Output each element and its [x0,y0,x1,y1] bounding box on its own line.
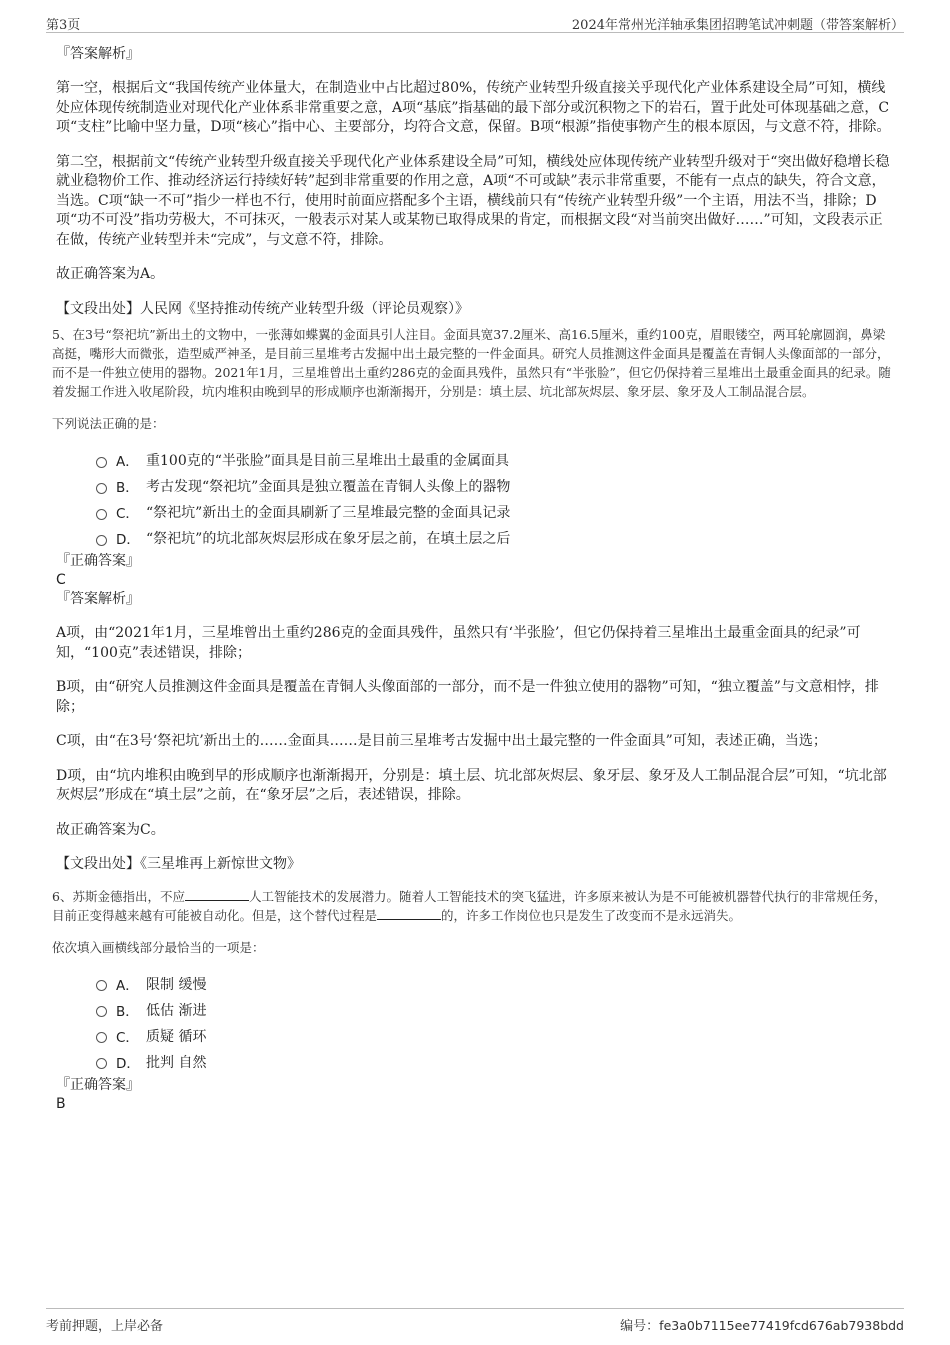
q6-prompt: 依次填入画横线部分最恰当的一项是： [52,939,265,955]
option-letter: D． [116,532,140,548]
q5-option-a[interactable] [96,447,896,473]
code-value: fe3a0b7115ee77419fcd676ab7938bdd [659,1318,904,1333]
q5-analysis-d: D项，由“坑内堆积由晚到早的形成顺序也渐渐揭开，分别是：填土层、坑北部灰烬层、象牙层、象牙及人工制品混合层”可知，“坑北部灰烬层”形成在“填土层”之前，在“象牙层”之后，表述错误，排除。 [56,767,887,803]
q5-options [56,447,896,551]
q4-conclusion: 故正确答案为A。 [56,266,165,282]
option-text: 批判 自然 [146,1054,207,1071]
q5-source: 【文段出处】《三星堆再上新惊世文物》 [56,856,301,872]
option-letter: A． [116,977,139,994]
q6-stem [52,887,896,925]
q4-analysis-paragraph-1: 第一空，根据后文“我国传统产业体量大，在制造业中占比超过80%，传统产业转型升级直接关乎现代化产业体系建设全局”可知，横线处应体现传统制造业对现代化产业体系非常重要之意，A项“基底”指基础的最下部分或沉积物之下的岩石，置于此处可体现基础之意，C项“支柱”比喻中坚力量，D项“核心”指中心、主要部分，均符合文意，保留。B项“根源”指使事物产生的根本原因，与文意不符，排除。 [56,80,891,135]
q5-option-c[interactable] [96,499,896,525]
q5-option-b[interactable] [96,473,896,499]
document-code [620,1315,904,1334]
radio-button-icon[interactable] [96,1032,107,1043]
q5-analysis-c: C项，由“在3号‘祭祀坑’新出土的……金面具……是目前三星堆考古发掘中出土最完整的一件金面具”可知，表述正确，当选； [56,733,827,749]
radio-button-icon[interactable] [96,535,107,546]
fill-blank-1 [185,888,249,901]
q6-stem-part-3: 的，许多工作岗位也只是发生了改变而不是永远消失。 [441,907,742,923]
q4-source: 【文段出处】人民网《坚持推动传统产业转型升级（评论员观察）》 [56,300,469,317]
q5-prompt: 下列说法正确的是： [52,416,165,431]
fill-blank-2 [377,907,441,920]
q6-answer-label: 『正确答案』 [56,1076,140,1093]
q5-stem: 5、在3号“祭祀坑”新出土的文物中，一张薄如蝶翼的金面具引人注目。金面具宽37.2厘米、高16.5厘米，重约100克，眉眼镂空，两耳轮廓圆润，鼻梁高挺，嘴形大而微张，造型威严神圣，是目前三星堆考古发掘中出土最完整的一件金面具。研究人员推测这件金面具是覆盖在青铜人头像面部的一部分，而不是一件独立使用的器物。2021年1月，三星堆曾出土重约286克的金面具残件，虽然只有“半张脸”，但它仍保持着三星堆出土最重金面具的纪录。随着发掘工作进入收尾阶段，坑内堆积由晚到早的形成顺序也渐渐揭开，分别是：填土层、坑北部灰烬层、象牙层、象牙及人工制品混合层。 [52,327,891,399]
q6-options [56,971,896,1075]
page-header [46,12,904,33]
option-text: 重100克的“半张脸”面具是目前三星堆出土最重的金属面具 [146,453,510,469]
option-text: 限制 缓慢 [146,976,207,993]
footer-slogan: 考前押题，上岸必备 [46,1319,164,1334]
radio-button-icon[interactable] [96,1006,107,1017]
q6-option-a[interactable] [96,971,896,997]
q5-analysis-label: 『答案解析』 [56,591,140,607]
q6-option-d[interactable] [96,1049,896,1075]
code-label: 编号： [620,1319,660,1334]
option-text: “祭祀坑”新出土的金面具刷新了三星堆最完整的金面具记录 [146,505,511,521]
q4-analysis-paragraph-2: 第二空，根据前文“传统产业转型升级直接关乎现代化产业体系建设全局”可知，横线处应体现传统产业转型升级对于“突出做好稳增长稳就业稳物价工作、推动经济运行持续好转”起到非常重要的作用之意，A项“不可或缺”表示非常重要，不能有一点点的缺失，符合文意，当选。C项“缺一不可”指少一样也不行，使用时前面应搭配多个主语，横线前只有“传统产业转型升级”一个主语，用法不当，排除；D项“功不可没”指功劳极大，不可抹灭，一般表示对某人或某物已取得成果的肯定，而根据文段“对当前突出做好……”可知，文段表示正在做，传统产业转型并未“完成”，与文意不符，排除。 [56,153,890,248]
option-text: 考古发现“祭祀坑”金面具是独立覆盖在青铜人头像上的器物 [146,479,511,495]
option-text: 质疑 循环 [146,1028,207,1045]
q6-option-b[interactable] [96,997,896,1023]
q6-option-c[interactable] [96,1023,896,1049]
q5-option-d[interactable] [96,525,896,551]
radio-button-icon[interactable] [96,509,107,520]
option-letter: D． [116,1055,140,1072]
q4-analysis-label: 『答案解析』 [56,46,140,62]
radio-button-icon[interactable] [96,457,107,468]
option-text: 低估 渐进 [146,1002,207,1019]
option-letter: B． [116,480,139,496]
option-letter: C． [116,506,139,522]
page-footer [46,1308,904,1335]
option-letter: C． [116,1029,139,1046]
option-letter: B． [116,1003,139,1020]
q5-analysis-a: A项，由“2021年1月，三星堆曾出土重约286克的金面具残件，虽然只有‘半张脸’，但它仍保持着三星堆出土最重金面具的纪录”可知，“100克”表述错误，排除； [56,625,861,661]
option-text: “祭祀坑”的坑北部灰烬层形成在象牙层之前，在填土层之后 [146,531,511,547]
q6-stem-part-2: 人工智能技术的发展潜力。随着人工智能技术的突飞猛进，许多原来被认为是不可能被机器替代执行的非常规任务，目前正变得越来越有可能被自动化。但是，这个替代过程是 [52,888,887,923]
q5-answer-label: 『正确答案』 [56,553,140,569]
q5-answer: C [56,572,66,588]
q5-conclusion: 故正确答案为C。 [56,821,165,838]
q6-answer: B [56,1095,66,1112]
document-content [52,44,896,1113]
option-letter: A． [116,454,139,470]
page-number: 第3页 [46,18,81,33]
radio-button-icon[interactable] [96,1058,107,1069]
document-title: 2024年常州光洋轴承集团招聘笔试冲刺题（带答案解析） [571,18,904,33]
q6-stem-part-1: 6、苏斯金德指出，不应 [52,888,185,904]
radio-button-icon[interactable] [96,483,107,494]
q5-analysis-b: B项，由“研究人员推测这件金面具是覆盖在青铜人头像面部的一部分，而不是一件独立使用的器物”可知，“独立覆盖”与文意相悖，排除； [56,679,879,715]
radio-button-icon[interactable] [96,980,107,991]
